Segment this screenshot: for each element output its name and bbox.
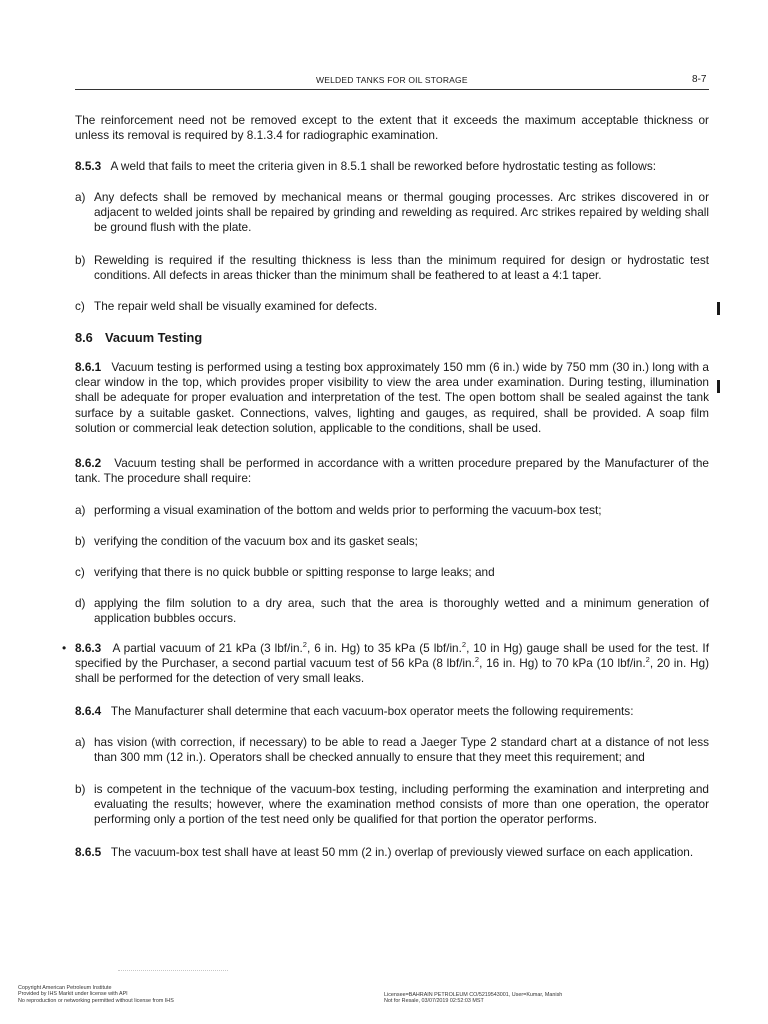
footer-copyright [18, 985, 174, 1004]
clause-8-5-3 [75, 159, 709, 174]
list-item [75, 735, 709, 765]
list-letter: b) [75, 782, 86, 796]
clause-text: Vacuum testing shall be performed in accordance with a written procedure prepared by the Manufacturer of the tank. The procedure shall require: [75, 456, 709, 486]
list-item-text: verifying the condition of the vacuum box and its gasket seals; [94, 534, 418, 548]
clause-text: The vacuum-box test shall have at least 50 mm (2 in.) overlap of previously viewed surface on each application. [110, 845, 694, 859]
footer-line: Provided by IHS Markit under license with API [18, 991, 128, 998]
section-title: Vacuum Testing [105, 330, 203, 345]
list-item-text: is competent in the technique of the vacuum-box testing, including performing the examination and interpreting and evaluating the results; however, where the examination method consists of more than one operation, the operator performing only a portion of the test need only be qualified for that portion the operator performs. [94, 782, 709, 827]
clause-8-6-4 [75, 704, 709, 719]
superscript: 2 [474, 655, 480, 665]
clause-8-6-5 [75, 845, 709, 860]
list-item-text: Rewelding is required if the resulting thickness is less than the minimum required for design or hydrostatic test conditions. All defects in areas thicker than the minimum shall be feathered to at least a 4:1 taper. [94, 253, 709, 283]
clause-text-1: A partial vacuum of 21 kPa (3 lbf/in. [112, 641, 303, 655]
clause-8-6-1 [75, 360, 709, 436]
list-item-text: performing a visual examination of the bottom and welds prior to performing the vacuum-box test; [94, 503, 602, 517]
clause-8-6-3 [75, 641, 709, 687]
list-item [75, 253, 709, 283]
superscript: 2 [302, 640, 307, 649]
clause-number: 8.6.4 [75, 704, 102, 718]
change-bar [717, 302, 720, 315]
clause-text-4: , 16 in. Hg) to 70 kPa (10 lbf/in. [479, 656, 646, 671]
change-bar [717, 380, 720, 393]
list-letter: a) [75, 190, 86, 204]
list-item [75, 503, 709, 518]
list-item-text: has vision (with correction, if necessary) to be able to read a Jaeger Type 2 standard chart at a distance of not less than 300 mm (12 in.). Operators shall be checked annually to ensure that they meet this requirement; and [94, 735, 709, 765]
footer-line: Licensee=BAHRAIN PETROLEUM CO/5219543001, User=Kumar, Manish [384, 992, 563, 998]
list-item [75, 534, 709, 549]
list-letter: b) [75, 253, 86, 267]
clause-text: A weld that fails to meet the criteria given in 8.5.1 shall be reworked before hydrostatic testing as follows: [110, 159, 656, 173]
clause-8-6-2 [75, 456, 709, 486]
list-letter: a) [75, 503, 86, 517]
clause-number: 8.5.3 [75, 159, 102, 173]
list-item [75, 565, 709, 580]
superscript: 2 [461, 640, 467, 649]
clause-text: Vacuum testing is performed using a testing box approximately 150 mm (6 in.) wide by 750 mm (30 in.) long with a clear window in the top, which provides proper visibility to view the area under examination. During testing, illumination shall be adequate for proper evaluation and interpretation of the test. The open bottom shall be sealed against the tank surface by a suitable gasket. Connections, valves, lighting and gauges, as required, shall be provided. A soap film solution or commercial leak detection solution, applicable to the conditions, shall be used. [75, 360, 709, 435]
list-letter: c) [75, 299, 85, 313]
list-item-text: Any defects shall be removed by mechanical means or thermal gouging processes. Arc strikes discovered in or adjacent to welded joints shall be repaired by grinding and rewelding as required. Arc strikes repaired by welding shall be ground flush with the plate. [94, 190, 709, 235]
running-header-title: WELDED TANKS FOR OIL STORAGE [316, 75, 468, 85]
page-number: 8-7 [692, 74, 707, 85]
list-letter: b) [75, 534, 86, 548]
list-item [75, 190, 709, 236]
list-item [75, 782, 709, 828]
clause-number: 8.6.1 [75, 360, 102, 374]
footer-license [384, 992, 562, 1005]
footer-line: No reproduction or networking permitted without license from IHS [18, 997, 174, 1004]
list-item [75, 596, 709, 626]
clause-number: 8.6.5 [75, 845, 102, 859]
superscript: 2 [645, 655, 650, 665]
change-bullet: • [62, 641, 67, 655]
list-item [75, 299, 709, 314]
section-heading [75, 330, 202, 345]
header-rule [75, 89, 709, 90]
footer-line: Not for Resale, 03/07/2019 02:52:03 MST [384, 998, 484, 1005]
clause-text: The Manufacturer shall determine that each vacuum-box operator meets the following requirements: [110, 704, 634, 718]
clause-text-5: , 20 in. Hg) shall be performed for the detection of very small leaks. [75, 656, 710, 686]
clause-number: 8.6.3 [75, 641, 102, 655]
footer-dotted-line [118, 970, 228, 973]
clause-text-3: , 10 in Hg) gauge shall be used for the test. If specified by the Purchaser, a second partial vacuum test of 56 kPa (8 lbf/in. [75, 641, 709, 671]
list-item-text: applying the film solution to a dry area, such that the area is thoroughly wetted and a minimum generation of application bubbles occurs. [94, 596, 709, 626]
footer-line: Copyright American Petroleum Institute [18, 985, 112, 991]
clause-text-2: , 6 in. Hg) to 35 kPa (5 lbf/in. [306, 641, 462, 655]
list-item-text: verifying that there is no quick bubble or spitting response to large leaks; and [94, 565, 495, 579]
list-letter: d) [75, 596, 86, 610]
list-item-text: The repair weld shall be visually examined for defects. [94, 299, 378, 313]
list-letter: a) [75, 735, 86, 749]
section-number: 8.6 [75, 330, 93, 345]
list-letter: c) [75, 565, 85, 579]
reinforcement-paragraph: The reinforcement need not be removed except to the extent that it exceeds the maximum acceptable thickness or unless its removal is required by 8.1.3.4 for radiographic examination. [75, 113, 709, 143]
clause-number: 8.6.2 [75, 456, 102, 470]
